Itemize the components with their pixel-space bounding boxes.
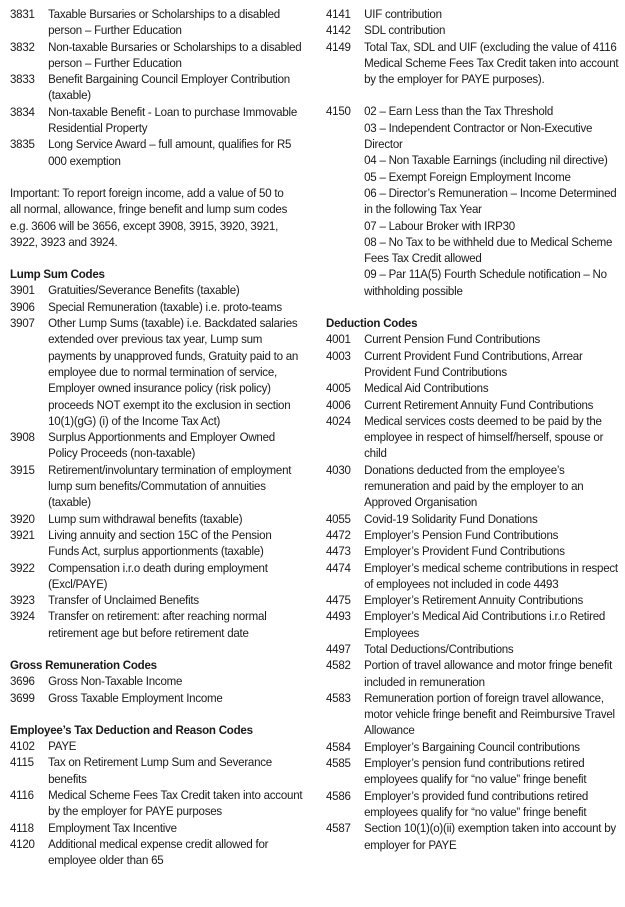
code-number: 4102 [10,739,35,754]
code-number: 4006 [326,397,351,412]
code-entry [326,592,620,608]
employee-tax-list [10,738,304,868]
left-column [10,6,304,869]
code-description: Employer’s Medical Aid Contributions i.r.o Retired Employees [364,609,606,640]
section-heading-employee-tax: Employee’s Tax Deduction and Reason Codes [10,722,253,737]
code-entry [326,527,620,543]
code-entry [10,6,304,39]
code-entry [326,462,620,511]
code-description: Employer’s pension fund contributions retired employees qualify for “no value” fringe benefit [364,756,587,787]
code-description: Non-taxable Bursaries or Scholarships to a disabled person – Further Education [48,39,302,70]
code-description: Retirement/involuntary termination of employment lump sum benefits/Commutation of annuities (taxable) [48,462,292,510]
code-number: 3924 [10,609,35,624]
code-number: 4475 [326,593,351,608]
code-number: 4116 [10,788,34,803]
code-entry [326,739,620,755]
code-number: 4472 [326,527,351,542]
code-entry [326,820,620,853]
code-entry [10,104,304,137]
reason-code-list [364,103,620,299]
code-number: 3923 [10,593,35,608]
code-description: Remuneration portion of foreign travel allowance, motor vehicle fringe benefit and Reimbursive Travel Allowance [364,690,615,738]
code-number: 4584 [326,739,351,754]
code-entry [10,136,304,169]
code-number: 4497 [326,641,351,656]
code-description: Gross Non-Taxable Income [48,674,183,689]
code-description: Employer’s provided fund contributions retired employees qualify for “no value” fringe benefit [364,788,589,819]
code-entry [10,787,304,820]
code-description: Medical Scheme Fees Tax Credit taken into account by the employer for PAYE purposes [48,788,303,819]
code-description: Benefit Bargaining Council Employer Contribution (taxable) [48,72,290,103]
code-description: Lump sum withdrawal benefits (taxable) [48,511,243,526]
code-entry [326,543,620,559]
code-number: 4055 [326,511,351,526]
code-entry [10,462,304,511]
code-number: 4142 [326,23,351,38]
section-heading-gross-remuneration: Gross Remuneration Codes [10,657,157,672]
code-number: 4120 [10,836,35,851]
reason-line: 07 – Labour Broker with IRP30 [364,218,515,233]
code-description: Employment Tax Incentive [48,820,177,835]
code-entry [10,511,304,527]
code-number: 3922 [10,560,35,575]
code-number: 4141 [326,7,351,21]
code-number: 4473 [326,544,351,559]
code-entry [10,738,304,754]
lump-sum-list [10,282,304,641]
code-number: 4149 [326,39,351,54]
code-entry [326,331,620,347]
code-description: Total Tax, SDL and UIF (excluding the value of 4116 Medical Scheme Fees Tax Credit taken into account by the employer for PAYE purposes). [364,39,619,87]
code-description: Current Pension Fund Contributions [364,332,541,347]
reason-line: 02 – Earn Less than the Tax Threshold [364,104,554,119]
code-entry [326,348,620,381]
code-description: Section 10(1)(o)(ii) exemption taken into account by employer for PAYE [364,821,616,852]
code-description: Non-taxable Benefit - Loan to purchase Immovable Residential Property [48,104,298,136]
code-description: Medical services costs deemed to be paid by the employee in respect of himself/herself, spouse or child [364,413,604,461]
code-entry [326,788,620,821]
reason-line: 09 – Par 11A(5) Fourth Schedule notification – No withholding possible [364,267,607,298]
code-number: 4493 [326,609,351,624]
code-number: 3833 [10,72,35,87]
code-number: 4005 [326,381,351,396]
code-description: Donations deducted from the employee’s remuneration and paid by the employer to an Approved Organisation [364,462,584,510]
code-number: 4583 [326,690,351,705]
code-entry [10,673,304,689]
code-number: 3908 [10,430,35,445]
code-number: 4118 [10,820,34,835]
code-description: Employer’s medical scheme contributions in respect of employees not included in code 4493 [364,560,618,591]
code-number: 3921 [10,527,35,542]
code-entry [326,6,620,22]
code-description: Long Service Award – full amount, qualifies for R5 000 exemption [48,137,292,168]
code-description: Tax on Retirement Lump Sum and Severance benefits [48,755,272,786]
code-entry [10,282,304,298]
code-number: 3696 [10,674,35,689]
code-description: UIF contribution [364,7,442,21]
code-description: Portion of travel allowance and motor fringe benefit included in remuneration [364,658,613,689]
code-entry [326,755,620,788]
code-number: 4474 [326,560,351,575]
code-description: Medical Aid Contributions [364,381,489,396]
reason-line: 06 – Director’s Remuneration – Income Determined in the following Tax Year [364,185,617,217]
code-number: 3901 [10,283,35,298]
code-entry [10,71,304,104]
section-heading-deduction: Deduction Codes [326,316,418,331]
code-number: 4115 [10,755,34,770]
code-description: PAYE [48,739,77,754]
code-entry [10,608,304,641]
code-number: 3920 [10,511,35,526]
code-description: Gratuities/Severance Benefits (taxable) [48,283,240,298]
code-description: Employer’s Provident Fund Contributions [364,544,565,559]
code-description: Current Retirement Annuity Fund Contributions [364,397,594,412]
code-description: Covid-19 Solidarity Fund Donations [364,511,538,526]
reason-code-entry [326,103,620,299]
code-description: Employer’s Retirement Annuity Contributions [364,593,584,608]
code-entry [10,429,304,462]
code-description: Surplus Apportionments and Employer Owned Policy Proceeds (non-taxable) [48,430,275,461]
section-heading-lump-sum: Lump Sum Codes [10,267,105,282]
code-entry [10,299,304,315]
code-number: 4024 [326,413,351,428]
code-entry [10,754,304,787]
code-entry [326,397,620,413]
code-entry [10,592,304,608]
right-column [326,6,620,853]
code-entry [10,527,304,560]
code-number: 3834 [10,104,35,119]
gross-remuneration-list [10,673,304,706]
code-number: 3915 [10,462,35,477]
code-entry [326,690,620,739]
deduction-list [326,331,620,853]
code-number: 4586 [326,788,351,803]
code-number: 4003 [326,348,351,363]
reason-line: 03 – Independent Contractor or Non-Executive Director [364,120,593,152]
code-number: 3831 [10,7,35,21]
code-entry [326,641,620,657]
code-number: 4587 [326,821,351,836]
code-description: SDL contribution [364,23,446,38]
code-description: Compensation i.r.o death during employment (Excl/PAYE) [48,560,268,591]
code-number: 3832 [10,39,35,54]
code-number: 4030 [326,462,351,477]
code-number: 3835 [10,137,35,152]
code-description: Gross Taxable Employment Income [48,690,223,705]
code-description: Special Remuneration (taxable) i.e. proto-teams [48,299,282,314]
code-entry [326,657,620,690]
code-description: Transfer of Unclaimed Benefits [48,593,199,608]
code-description: Other Lump Sums (taxable) i.e. Backdated salaries extended over previous tax year, Lump sum payments by unapproved funds, Gratuity paid to an employee due to normal termination of service, Employer owned insurance policy (risk policy) proceeds NOT exempt ito the exclusion in section 10(1)(gG) (i) of the Income Tax Act) [48,316,299,428]
code-entry [326,608,620,641]
code-description: Taxable Bursaries or Scholarships to a disabled person – Further Education [48,7,280,38]
code-number: 3699 [10,690,35,705]
code-number: 4150 [326,104,351,119]
reason-line: 05 – Exempt Foreign Employment Income [364,169,571,184]
code-entry [326,511,620,527]
code-description: Employer’s Pension Fund Contributions [364,527,559,542]
code-description: Transfer on retirement: after reaching normal retirement age but before retirement date [48,609,267,640]
reason-line: 08 – No Tax to be withheld due to Medical Scheme Fees Tax Credit allowed [364,234,613,266]
code-number: 4582 [326,658,351,673]
code-entry [326,39,620,88]
code-number: 4001 [326,332,351,347]
code-entry [326,413,620,462]
code-description: Current Provident Fund Contributions, Arrear Provident Fund Contributions [364,348,583,379]
code-number: 4585 [326,756,351,771]
code-entry [10,690,304,706]
important-note: Important: To report foreign income, add a value of 50 to all normal, allowance, fringe benefit and lump sum codes e.g. 3606 will be 3656, except 3908, 3915, 3920, 3921, 3922, 3923 and 3924. [10,185,288,249]
code-description: Total Deductions/Contributions [364,641,514,656]
code-description: Additional medical expense credit allowed for employee older than 65 [48,836,269,868]
code-entry [10,39,304,72]
code-entry [10,836,304,869]
code-number: 3906 [10,299,35,314]
reason-line: 04 – Non Taxable Earnings (including nil directive) [364,153,608,168]
code-entry [10,560,304,593]
code-description: Employer’s Bargaining Council contributions [364,739,580,754]
code-description: Living annuity and section 15C of the Pension Funds Act, surplus apportionments (taxable) [48,527,272,559]
code-entry [10,820,304,836]
code-entry [326,560,620,593]
code-entry [326,380,620,396]
code-number: 3907 [10,316,35,331]
code-entry [326,22,620,38]
code-entry [10,315,304,429]
